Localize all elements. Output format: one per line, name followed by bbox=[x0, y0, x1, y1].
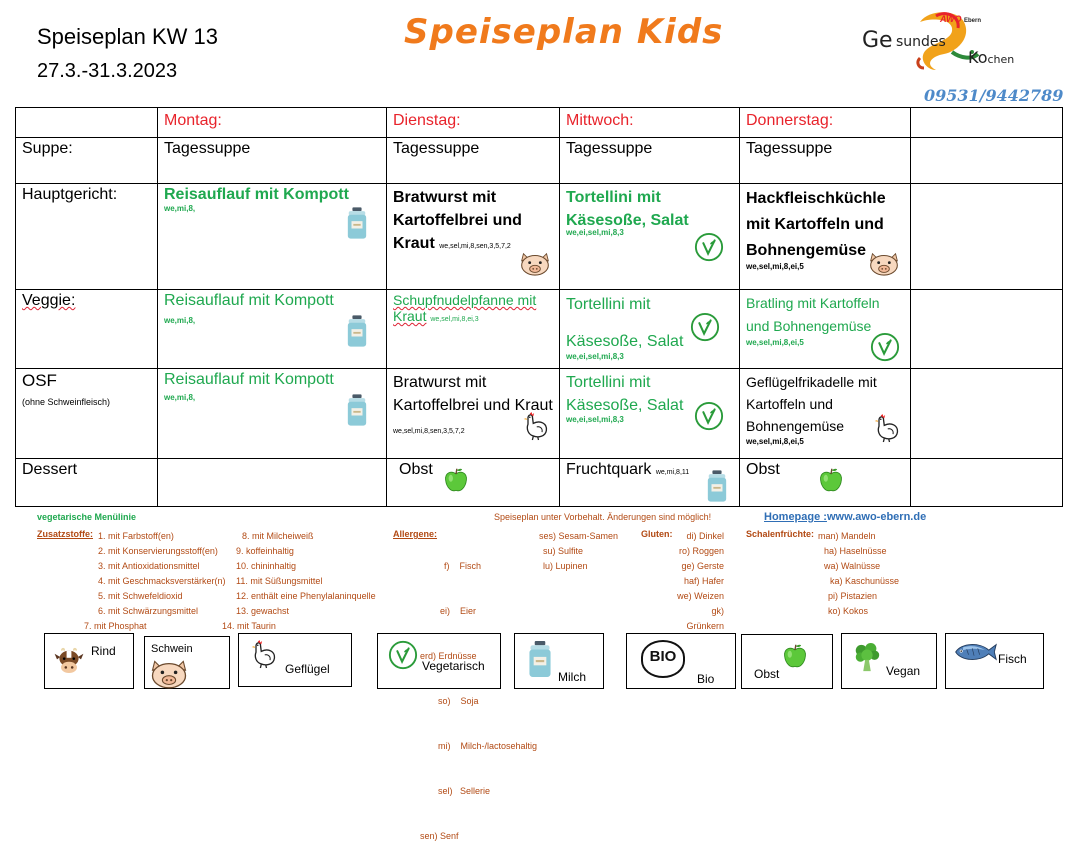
page-title: Speiseplan Kids bbox=[404, 12, 724, 52]
list-item: 1. mit Farbstoff(en) bbox=[98, 531, 174, 541]
list-item: so) Soja bbox=[438, 696, 479, 706]
day-wednesday: Mittwoch: bbox=[560, 108, 740, 138]
dish-name: Tortellini mit Käsesoße, Salat bbox=[566, 189, 689, 229]
dessert-tue bbox=[387, 459, 560, 507]
allergen-codes: we,sel,mi,8,sen,3,5,7,2 bbox=[439, 243, 511, 250]
allergen-codes: we,sel,mi,8,ei,3 bbox=[430, 316, 479, 323]
legend-box-bio bbox=[626, 633, 736, 689]
allergen-codes: we,sel,mi,8,sen,3,5,7,2 bbox=[393, 428, 465, 435]
day-monday: Montag: bbox=[158, 108, 387, 138]
veggie-wed bbox=[560, 290, 740, 369]
dish-name: Hackfleischküchle mit Kartoffeln und Bohnengemüse bbox=[746, 190, 886, 259]
table-row bbox=[16, 290, 1063, 369]
list-item: 11. mit Süßungsmittel bbox=[236, 576, 323, 586]
header-empty-cell bbox=[16, 108, 158, 138]
logo-text-ko: Ko bbox=[968, 48, 988, 67]
table-row bbox=[16, 108, 1063, 138]
dish-name: Reisauflauf mit Kompott bbox=[164, 186, 349, 203]
list-item: sen) Senf bbox=[420, 831, 459, 841]
logo-text-ge: Ge bbox=[862, 28, 893, 53]
list-item: 13. gewachst bbox=[236, 606, 290, 616]
schalen-list bbox=[818, 529, 899, 619]
osf-thu bbox=[740, 369, 911, 459]
legend-label: Bio bbox=[697, 672, 715, 686]
logo-text-sundes: sundes bbox=[896, 34, 946, 50]
allergen-title: Allergene: bbox=[393, 529, 438, 539]
dish-name: Reisauflauf mit Kompott bbox=[164, 292, 334, 309]
day-tuesday: Dienstag: bbox=[387, 108, 560, 138]
broccoli-icon bbox=[852, 640, 882, 674]
legend-label: Schwein bbox=[151, 643, 193, 655]
list-item: lu) Lupinen bbox=[543, 561, 588, 571]
dish-name: Tortellini mit Käsesoße, Salat bbox=[566, 296, 684, 350]
row-label-hauptgericht: Hauptgericht: bbox=[16, 184, 158, 290]
allergen-codes: we,mi,8, bbox=[164, 204, 196, 213]
allergen-list-2 bbox=[539, 529, 618, 574]
chicken-icon bbox=[249, 638, 277, 670]
veggie-tue bbox=[387, 290, 560, 369]
list-item: ka) Kaschunüsse bbox=[830, 576, 900, 586]
legend-label: Geflügel bbox=[285, 662, 330, 676]
fish-icon bbox=[952, 640, 998, 664]
suppe-wed: Tagessuppe bbox=[560, 138, 740, 184]
gluten-title: Gluten: bbox=[641, 529, 673, 539]
osf-mon bbox=[158, 369, 387, 459]
list-item: 12. enthält eine Phenylalaninquelle bbox=[236, 591, 376, 601]
veg-line-note: vegetarische Menülinie bbox=[37, 512, 137, 522]
allergen-codes: we,ei,sel,mi,8,3 bbox=[566, 352, 624, 361]
list-item: gk) Grünkern bbox=[686, 606, 724, 631]
apple-icon bbox=[443, 465, 469, 495]
haupt-wed bbox=[560, 184, 740, 290]
legend-box-rind bbox=[44, 633, 134, 689]
chicken-icon bbox=[872, 413, 900, 443]
legend-box-vegetarisch bbox=[377, 633, 501, 689]
zusatz-list-2 bbox=[222, 529, 376, 634]
list-item: 4. mit Geschmacksverstärker(n) bbox=[98, 576, 226, 586]
allergen-codes: we,mi,8,11 bbox=[655, 469, 690, 476]
legend-label: Milch bbox=[558, 670, 587, 684]
dish-name: Fruchtquark bbox=[566, 461, 652, 478]
list-item: we) Weizen bbox=[677, 591, 724, 601]
table-row bbox=[16, 459, 1063, 507]
homepage-label: Homepage : bbox=[764, 511, 827, 523]
list-item: 5. mit Schwefeldioxid bbox=[98, 591, 183, 601]
apple-icon bbox=[782, 641, 808, 671]
osf-label: OSF bbox=[22, 371, 57, 390]
table-row bbox=[16, 138, 1063, 184]
osf-tue bbox=[387, 369, 560, 459]
osf-fri bbox=[911, 369, 1063, 459]
milk-icon bbox=[527, 640, 553, 678]
list-item: wa) Walnüsse bbox=[824, 561, 881, 571]
pig-icon bbox=[519, 250, 551, 277]
legend-box-gefluegel bbox=[238, 633, 352, 687]
legend-box-fisch bbox=[945, 633, 1044, 689]
haupt-tue bbox=[387, 184, 560, 290]
menu-table bbox=[15, 107, 1063, 507]
osf-sublabel: (ohne Schweinfleisch) bbox=[22, 397, 111, 407]
list-item: su) Sulfite bbox=[543, 546, 584, 556]
date-range: 27.3.-31.3.2023 bbox=[37, 60, 178, 82]
bio-icon bbox=[641, 640, 685, 678]
apple-icon bbox=[818, 465, 844, 495]
legend-label: Vegan bbox=[886, 664, 921, 678]
list-item: erd) Erdnüsse bbox=[420, 651, 477, 661]
legend-box-milch bbox=[514, 633, 604, 689]
row-label-dessert: Dessert bbox=[16, 459, 158, 507]
allergen-codes: we,ei,sel,mi,8,3 bbox=[566, 415, 624, 424]
dish-name: Bratling mit Kartoffeln und Bohnengemüse bbox=[746, 295, 880, 334]
day-friday bbox=[911, 108, 1063, 138]
list-item: sel) Sellerie bbox=[438, 786, 491, 796]
list-item: ses) Sesam-Samen bbox=[539, 531, 619, 541]
allergen-list bbox=[420, 529, 537, 859]
list-item: f) Fisch bbox=[444, 561, 482, 571]
legend-label: Rind bbox=[91, 644, 116, 658]
logo-ebern: Ebern bbox=[964, 18, 982, 24]
list-item: 2. mit Konservierungsstoff(en) bbox=[98, 546, 218, 556]
list-item: di) Dinkel bbox=[686, 531, 724, 541]
dish-name: Geflügelfrikadelle mit Kartoffeln und Bohnengemüse bbox=[746, 374, 877, 434]
table-row bbox=[16, 369, 1063, 459]
osf-wed bbox=[560, 369, 740, 459]
dish-name: Bratwurst mit Kartoffelbrei und Kraut bbox=[393, 189, 522, 252]
veggie-thu bbox=[740, 290, 911, 369]
list-item: mi) Milch-/lactosehaltig bbox=[438, 741, 538, 751]
row-label-osf bbox=[16, 369, 158, 459]
suppe-thu: Tagessuppe bbox=[740, 138, 911, 184]
day-thursday: Donnerstag: bbox=[740, 108, 911, 138]
allergen-codes: we,sel,mi,8,ei,5 bbox=[746, 262, 804, 271]
milk-icon bbox=[346, 393, 368, 427]
list-item: 8. mit Milcheiweiß bbox=[242, 531, 314, 541]
vegetarian-icon bbox=[870, 332, 900, 362]
suppe-mon: Tagessuppe bbox=[158, 138, 387, 184]
homepage-link[interactable]: www.awo-ebern.de bbox=[826, 511, 927, 523]
legend-box-schwein bbox=[144, 636, 230, 689]
haupt-thu bbox=[740, 184, 911, 290]
phone-number[interactable]: 09531/9442789 bbox=[924, 86, 1064, 105]
chicken-icon bbox=[521, 411, 549, 441]
veggie-mon bbox=[158, 290, 387, 369]
veggie-fri bbox=[911, 290, 1063, 369]
zusatz-title: Zusatzstoffe: bbox=[37, 529, 93, 539]
logo-awo: AWO bbox=[940, 14, 962, 24]
allergen-codes: we,mi,8, bbox=[164, 393, 196, 402]
list-item: ei) Eier bbox=[440, 606, 477, 616]
milk-icon bbox=[706, 469, 728, 503]
haupt-mon bbox=[158, 184, 387, 290]
list-item: 9. koffeinhaltig bbox=[236, 546, 294, 556]
legend-label: Vegetarisch bbox=[422, 659, 485, 673]
gluten-list bbox=[674, 529, 724, 634]
notice-text: Speiseplan unter Vorbehalt. Änderungen sind möglich! bbox=[494, 512, 712, 522]
allergen-codes: we,mi,8, bbox=[164, 316, 196, 325]
legend-box-obst bbox=[741, 634, 833, 689]
list-item: ha) Haselnüsse bbox=[824, 546, 887, 556]
list-item: 14. mit Taurin bbox=[222, 621, 276, 631]
haupt-fri bbox=[911, 184, 1063, 290]
dish-name: Obst bbox=[399, 461, 433, 478]
list-item: ro) Roggen bbox=[678, 546, 724, 556]
pig-icon bbox=[868, 250, 900, 277]
allergen-codes: we,sel,mi,8,ei,5 bbox=[746, 437, 804, 446]
awo-logo bbox=[860, 8, 1055, 74]
list-item: 10. chininhaltig bbox=[236, 561, 297, 571]
zusatz-list bbox=[84, 529, 226, 634]
dish-name: Reisauflauf mit Kompott bbox=[164, 371, 334, 388]
dish-name: Bratwurst mit Kartoffelbrei und Kraut bbox=[393, 374, 553, 414]
table-row bbox=[16, 184, 1063, 290]
suppe-fri bbox=[911, 138, 1063, 184]
vegetarian-icon bbox=[388, 640, 418, 670]
cow-icon bbox=[53, 640, 85, 682]
milk-icon bbox=[346, 314, 368, 348]
vegetarian-icon bbox=[694, 232, 724, 262]
row-label-veggie bbox=[16, 290, 158, 369]
dessert-wed bbox=[560, 459, 740, 507]
dessert-mon bbox=[158, 459, 387, 507]
list-item: 6. mit Schwärzungsmittel bbox=[98, 606, 199, 616]
legend-label: Fisch bbox=[998, 652, 1027, 666]
list-item: ko) Kokos bbox=[828, 606, 869, 616]
allergen-codes: we,ei,sel,mi,8,3 bbox=[566, 228, 624, 237]
list-item: 3. mit Antioxidationsmittel bbox=[98, 561, 200, 571]
week-label: Speiseplan KW 13 bbox=[37, 24, 218, 49]
pig-icon bbox=[149, 657, 189, 690]
vegetarian-icon bbox=[694, 401, 724, 431]
suppe-tue: Tagessuppe bbox=[387, 138, 560, 184]
list-item: pi) Pistazien bbox=[828, 591, 878, 601]
dessert-fri bbox=[911, 459, 1063, 507]
dessert-thu bbox=[740, 459, 911, 507]
veggie-label-text: Veggie: bbox=[22, 292, 76, 309]
logo-text-chen: chen bbox=[987, 53, 1015, 66]
row-label-suppe: Suppe: bbox=[16, 138, 158, 184]
list-item: ge) Gerste bbox=[681, 561, 724, 571]
dish-name: Schupfnudelpfanne mit Kraut bbox=[393, 292, 537, 324]
list-item: 7. mit Phosphat bbox=[84, 621, 147, 631]
dish-name: Obst bbox=[746, 461, 780, 478]
bio-badge-text: BIO bbox=[649, 648, 677, 665]
legend-box-vegan bbox=[841, 633, 937, 689]
allergen-codes: we,sel,mi,8,ei,5 bbox=[746, 338, 804, 347]
list-item: man) Mandeln bbox=[818, 531, 876, 541]
schalen-title: Schalenfrüchte: bbox=[746, 529, 815, 539]
vegetarian-icon bbox=[690, 312, 720, 342]
milk-icon bbox=[346, 206, 368, 240]
dish-name: Tortellini mit Käsesoße, Salat bbox=[566, 374, 684, 414]
legend-label: Obst bbox=[754, 667, 780, 681]
list-item: haf) Hafer bbox=[683, 576, 724, 586]
